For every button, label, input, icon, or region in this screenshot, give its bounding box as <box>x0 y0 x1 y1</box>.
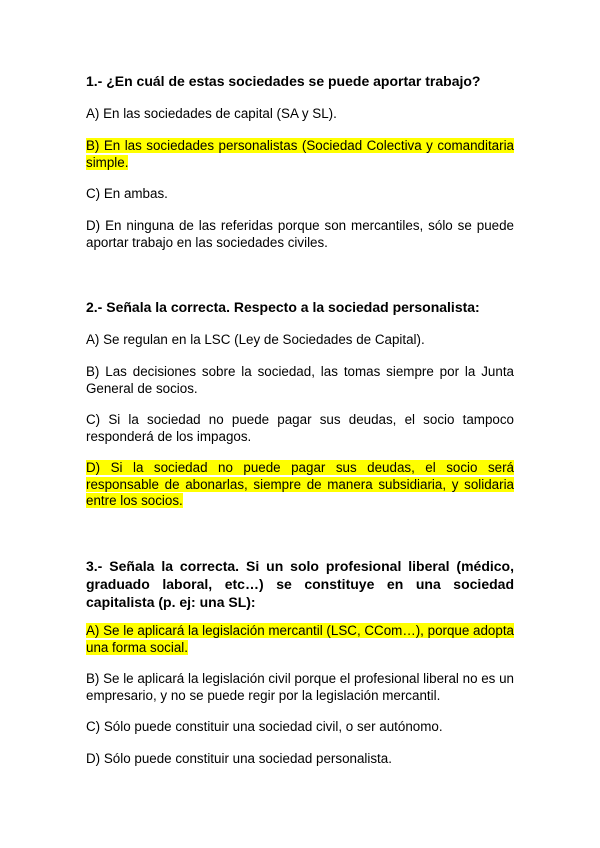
question-1 <box>86 72 514 250</box>
question-1-title: 1.- ¿En cuál de estas sociedades se puede aportar trabajo? <box>86 73 481 89</box>
question-1-option-d: D) En ninguna de las referidas porque son mercantiles, sólo se puede aportar trabajo en las sociedades civiles. <box>86 218 514 250</box>
question-2-option-b: B) Las decisiones sobre la sociedad, las tomas siempre por la Junta General de socios. <box>86 364 514 396</box>
question-2-option-d: D) Si la sociedad no puede pagar sus deudas, el socio será responsable de abonarlas, siempre de manera subsidiaria, y solidaria entre los socios. <box>86 460 514 508</box>
question-3-option-a: A) Se le aplicará la legislación mercantil (LSC, CCom…), porque adopta una forma social. <box>86 623 514 655</box>
question-1-option-b: B) En las sociedades personalistas (Sociedad Colectiva y comanditaria simple. <box>86 138 514 170</box>
question-3-option-d: D) Sólo puede constituir una sociedad personalista. <box>86 751 392 766</box>
question-1-option-c: C) En ambas. <box>86 186 168 201</box>
question-2-option-c: C) Si la sociedad no puede pagar sus deudas, el socio tampoco responderá de los impagos. <box>86 412 514 444</box>
question-2-option-a: A) Se regulan en la LSC (Ley de Sociedades de Capital). <box>86 332 425 347</box>
question-3 <box>86 557 514 766</box>
question-3-title: 3.- Señala la correcta. Si un solo profesional liberal (médico, graduado laboral, etc…) se constituye en una sociedad capitalista (p. ej: una SL): <box>86 558 514 610</box>
question-1-option-a: A) En las sociedades de capital (SA y SL). <box>86 106 337 121</box>
question-3-option-c: C) Sólo puede constituir una sociedad civil, o ser autónomo. <box>86 719 443 734</box>
question-3-option-b: B) Se le aplicará la legislación civil porque el profesional liberal no es un empresario, y no se puede regir por la legislación mercantil. <box>86 671 514 703</box>
question-2 <box>86 298 514 508</box>
question-2-title: 2.- Señala la correcta. Respecto a la sociedad personalista: <box>86 299 480 315</box>
